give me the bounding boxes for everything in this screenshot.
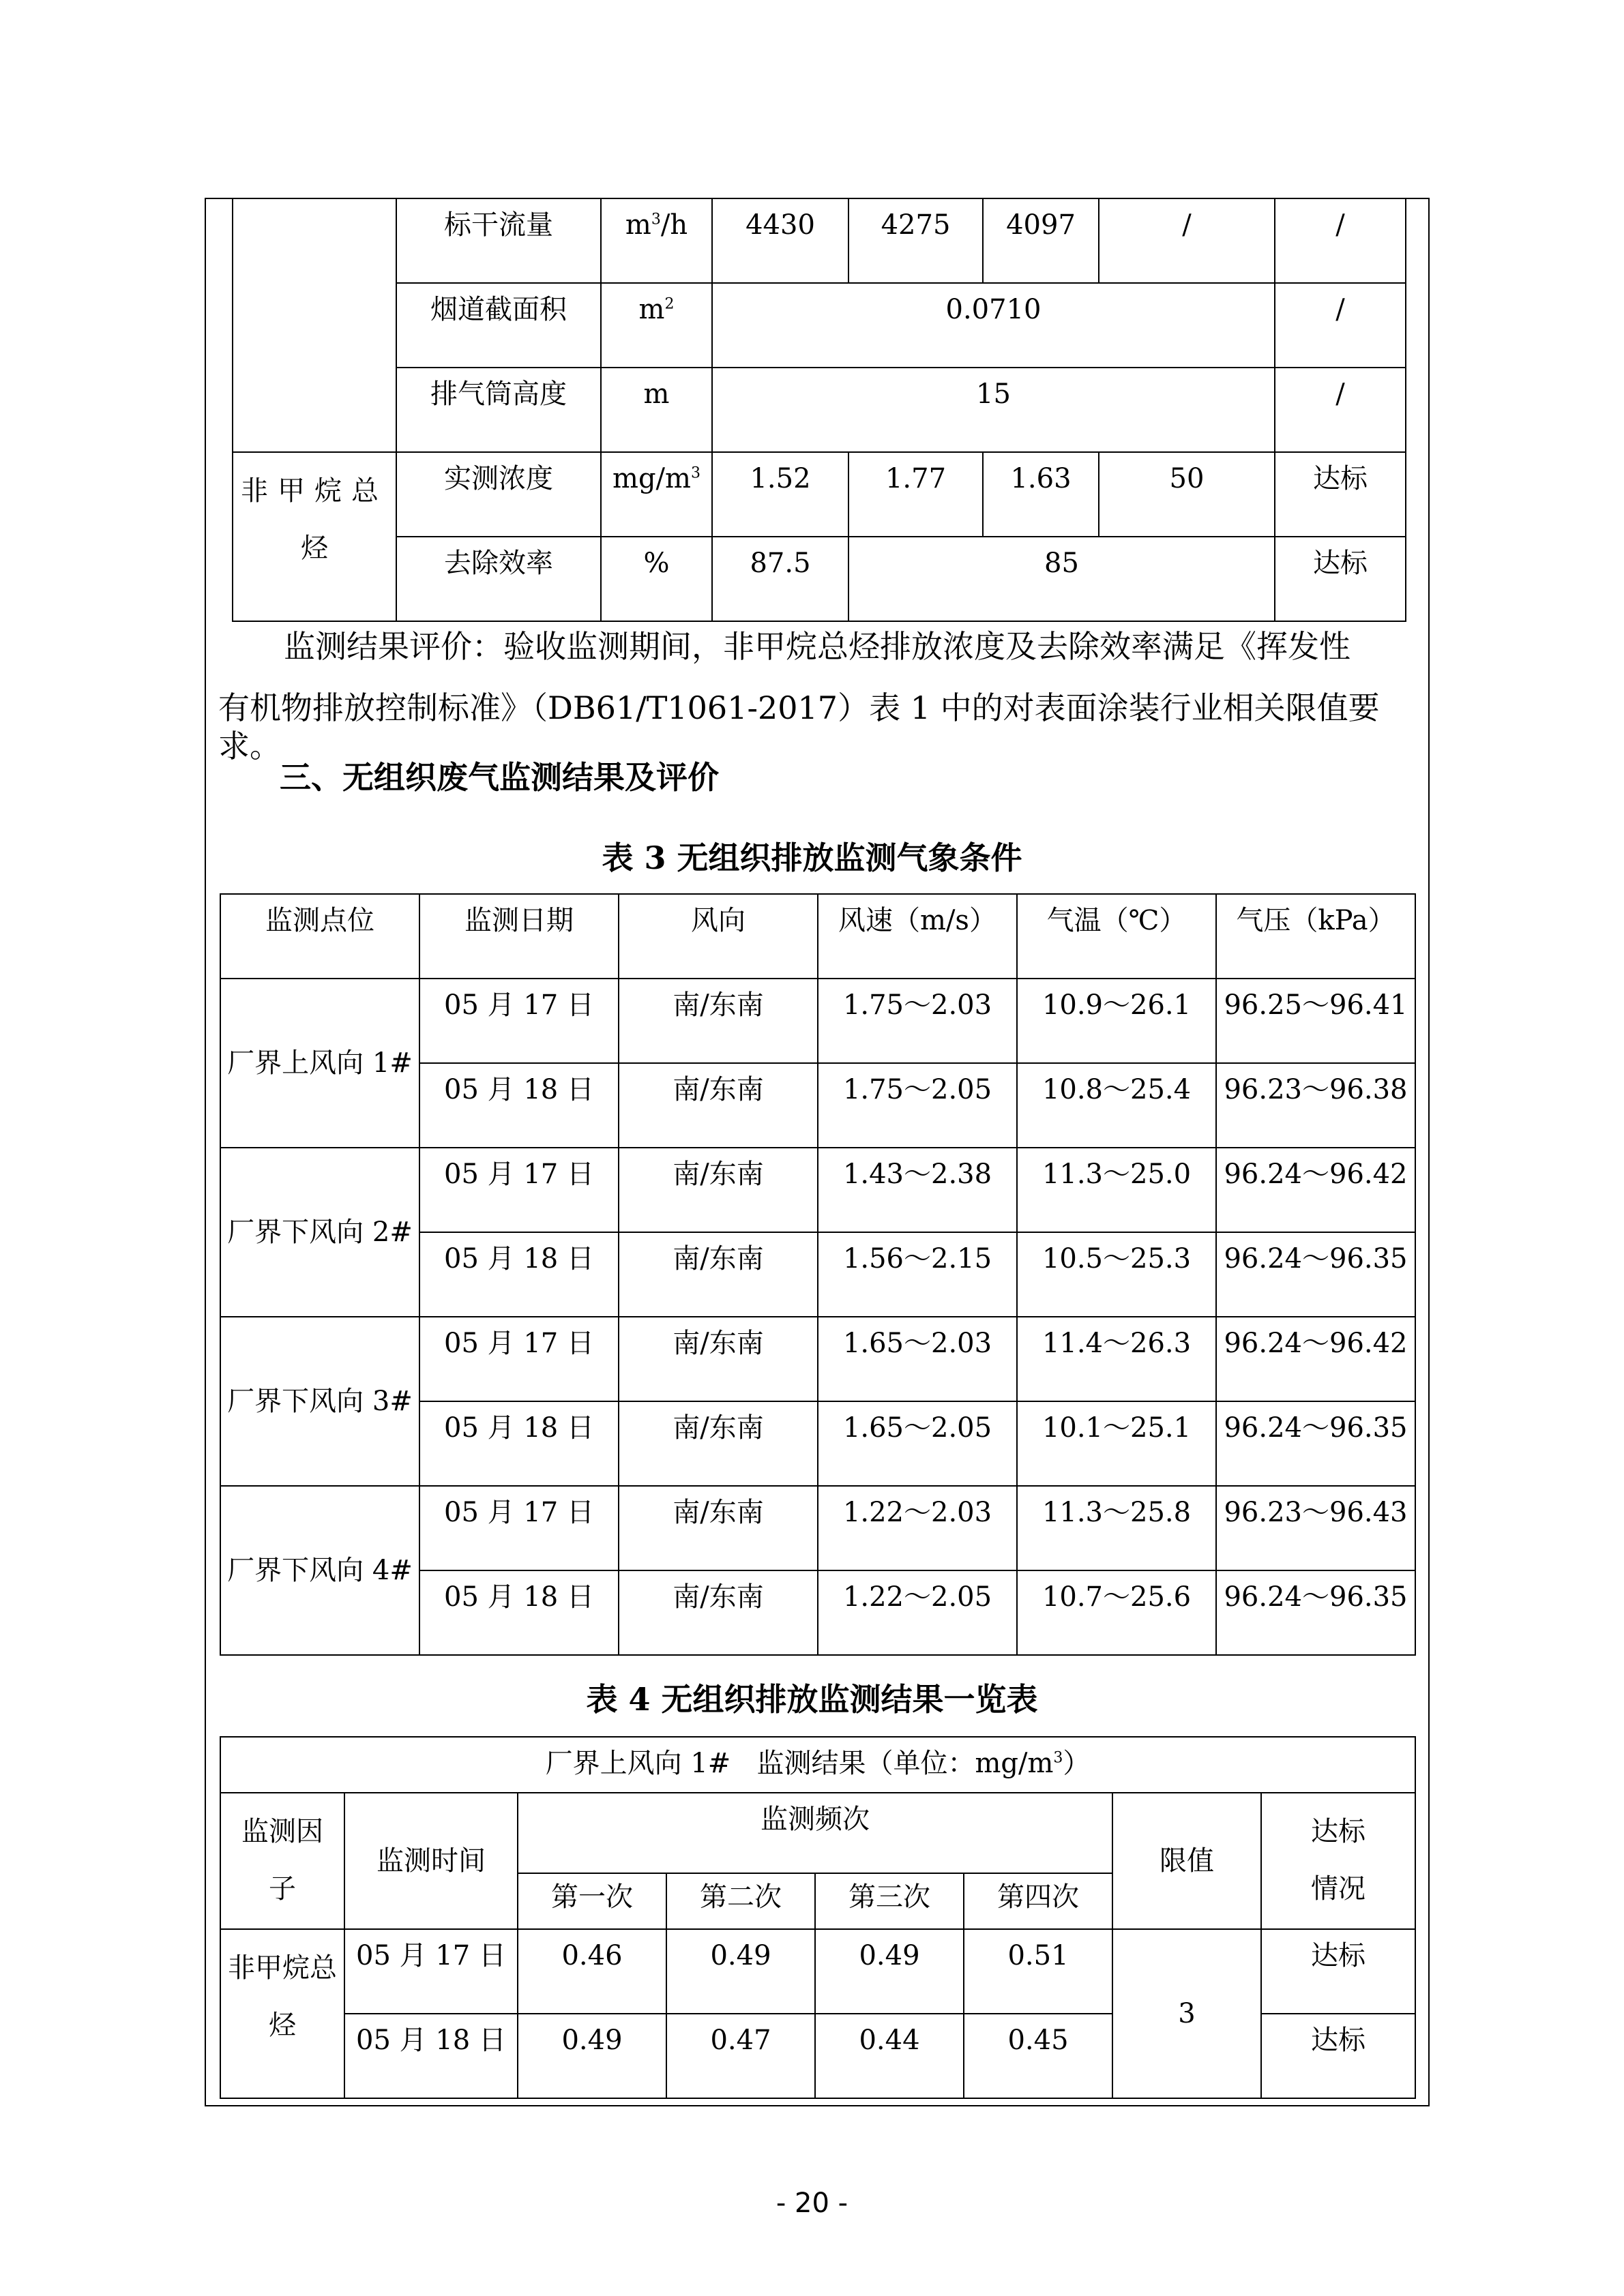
param-cell: 烟道截面积 bbox=[396, 283, 601, 368]
evaluation-line: 有机物排放控制标准》（DB61/T1061-2017）表 1 中的对表面涂装行业相关限值要求。 bbox=[218, 689, 1380, 764]
value-cell: 85 bbox=[848, 537, 1275, 621]
unit-cell: $m^2$ bbox=[601, 283, 712, 368]
blank-cell bbox=[233, 198, 396, 452]
unit-cell: $m^3/h$ bbox=[601, 198, 712, 283]
result-cell: / bbox=[1275, 368, 1406, 452]
site-cell: 厂界上风向 1# bbox=[220, 979, 419, 1148]
direction-cell: 南/东南 bbox=[619, 1063, 818, 1148]
frequency-subheader: 第一次 bbox=[518, 1873, 666, 1929]
temp-cell: 11.3～25.8 bbox=[1017, 1486, 1216, 1570]
wind-cell: 1.56～2.15 bbox=[818, 1232, 1017, 1317]
date-cell: 05 月 17 日 bbox=[419, 979, 619, 1063]
temp-cell: 11.4～26.3 bbox=[1017, 1317, 1216, 1401]
frequency-header: 监测频次 bbox=[518, 1793, 1112, 1873]
wind-cell: 1.65～2.03 bbox=[818, 1317, 1017, 1401]
value-cell: 1.52 bbox=[712, 452, 848, 537]
table4-title: 表 4 无组织排放监测结果一览表 bbox=[586, 1681, 1038, 1718]
temp-cell: 10.8～25.4 bbox=[1017, 1063, 1216, 1148]
pressure-cell: 96.25～96.41 bbox=[1216, 979, 1415, 1063]
param-cell: 标干流量 bbox=[396, 198, 601, 283]
table-caption: 厂界上风向 1# 监测结果（单位：$mg/m^3$） bbox=[220, 1737, 1415, 1793]
pressure-cell: 96.24～96.35 bbox=[1216, 1570, 1415, 1655]
value-cell: 0.46 bbox=[518, 1929, 666, 2014]
limit-header: 限值 bbox=[1112, 1793, 1261, 1929]
value-cell: 4430 bbox=[712, 198, 848, 283]
factor-header bbox=[220, 1793, 344, 1929]
pressure-cell: 96.23～96.38 bbox=[1216, 1063, 1415, 1148]
param-cell: 去除效率 bbox=[396, 537, 601, 621]
unit-cell: % bbox=[601, 537, 712, 621]
temp-cell: 11.3～25.0 bbox=[1017, 1148, 1216, 1232]
temp-cell: 10.5～25.3 bbox=[1017, 1232, 1216, 1317]
factor-line: 烃 bbox=[269, 2010, 296, 2041]
date-cell: 05 月 17 日 bbox=[419, 1317, 619, 1401]
value-cell: 15 bbox=[712, 368, 1275, 452]
site-cell: 厂界下风向 4# bbox=[220, 1486, 419, 1655]
value-cell: 4275 bbox=[848, 198, 983, 283]
table-row bbox=[233, 198, 1406, 283]
date-cell: 05 月 18 日 bbox=[419, 1401, 619, 1486]
table-row bbox=[220, 1929, 1415, 2014]
table-row bbox=[220, 979, 1415, 1063]
pressure-cell: 96.24～96.42 bbox=[1216, 1317, 1415, 1401]
result-cell: / bbox=[1275, 198, 1406, 283]
table-row bbox=[220, 1317, 1415, 1401]
value-cell: 0.45 bbox=[964, 2014, 1112, 2098]
temp-cell: 10.9～26.1 bbox=[1017, 979, 1216, 1063]
column-header: 气温（℃） bbox=[1017, 894, 1216, 979]
factor-line: 非甲烷总 bbox=[228, 1952, 337, 1984]
factor-cell bbox=[220, 1929, 344, 2098]
column-header: 监测日期 bbox=[419, 894, 619, 979]
direction-cell: 南/东南 bbox=[619, 1570, 818, 1655]
result-cell: 达标 bbox=[1275, 452, 1406, 537]
direction-cell: 南/东南 bbox=[619, 979, 818, 1063]
value-cell: 0.44 bbox=[815, 2014, 964, 2098]
site-cell: 厂界下风向 3# bbox=[220, 1317, 419, 1486]
direction-cell: 南/东南 bbox=[619, 1486, 818, 1570]
date-cell: 05 月 17 日 bbox=[344, 1929, 518, 2014]
factor-line: 非甲烷总 bbox=[241, 475, 388, 507]
table-row bbox=[220, 1148, 1415, 1232]
wind-cell: 1.65～2.05 bbox=[818, 1401, 1017, 1486]
time-header: 监测时间 bbox=[344, 1793, 518, 1929]
column-header: 风向 bbox=[619, 894, 818, 979]
factor-cell bbox=[233, 452, 396, 621]
page-number: - 20 - bbox=[776, 2188, 848, 2219]
table-row bbox=[233, 283, 1406, 368]
table-caption-row bbox=[220, 1737, 1415, 1793]
date-cell: 05 月 18 日 bbox=[419, 1063, 619, 1148]
fugitive-results-table bbox=[220, 1736, 1416, 2099]
value-cell: 0.47 bbox=[666, 2014, 815, 2098]
column-header: 气压（kPa） bbox=[1216, 894, 1415, 979]
table-row bbox=[220, 1486, 1415, 1570]
unit-cell: $mg/m^3$ bbox=[601, 452, 712, 537]
site-cell: 厂界下风向 2# bbox=[220, 1148, 419, 1317]
value-cell: 0.49 bbox=[666, 1929, 815, 2014]
evaluation-paragraph bbox=[218, 627, 1419, 666]
table-row bbox=[233, 368, 1406, 452]
weather-conditions-table bbox=[220, 893, 1416, 1656]
direction-cell: 南/东南 bbox=[619, 1148, 818, 1232]
value-cell: 4097 bbox=[983, 198, 1099, 283]
direction-cell: 南/东南 bbox=[619, 1317, 818, 1401]
table-row bbox=[233, 452, 1406, 537]
unit-cell: m bbox=[601, 368, 712, 452]
date-cell: 05 月 18 日 bbox=[344, 2014, 518, 2098]
status-header bbox=[1261, 1793, 1415, 1929]
wind-cell: 1.22～2.05 bbox=[818, 1570, 1017, 1655]
pressure-cell: 96.24～96.42 bbox=[1216, 1148, 1415, 1232]
wind-cell: 1.75～2.05 bbox=[818, 1063, 1017, 1148]
wind-cell: 1.22～2.03 bbox=[818, 1486, 1017, 1570]
table-row bbox=[233, 537, 1406, 621]
table3-title: 表 3 无组织排放监测气象条件 bbox=[602, 839, 1022, 876]
result-cell: / bbox=[1275, 283, 1406, 368]
column-header: 监测点位 bbox=[220, 894, 419, 979]
direction-cell: 南/东南 bbox=[619, 1401, 818, 1486]
limit-cell: 50 bbox=[1099, 452, 1275, 537]
table-header-row bbox=[220, 1793, 1415, 1873]
date-cell: 05 月 18 日 bbox=[419, 1232, 619, 1317]
pressure-cell: 96.24～96.35 bbox=[1216, 1232, 1415, 1317]
factor-header-line: 监测因 bbox=[241, 1816, 323, 1847]
date-cell: 05 月 17 日 bbox=[419, 1148, 619, 1232]
value-cell: 1.63 bbox=[983, 452, 1099, 537]
status-header-line: 达标 bbox=[1311, 1816, 1365, 1847]
status-header-line: 情况 bbox=[1311, 1873, 1365, 1905]
value-cell: 0.49 bbox=[815, 1929, 964, 2014]
table-header-row bbox=[220, 894, 1415, 979]
wind-cell: 1.43～2.38 bbox=[818, 1148, 1017, 1232]
param-cell: 排气筒高度 bbox=[396, 368, 601, 452]
value-cell: 0.51 bbox=[964, 1929, 1112, 2014]
status-cell: 达标 bbox=[1261, 2014, 1415, 2098]
factor-header-line: 子 bbox=[269, 1873, 296, 1905]
temp-cell: 10.1～25.1 bbox=[1017, 1401, 1216, 1486]
value-cell: 0.0710 bbox=[712, 283, 1275, 368]
direction-cell: 南/东南 bbox=[619, 1232, 818, 1317]
param-cell: 实测浓度 bbox=[396, 452, 601, 537]
evaluation-line: 监测结果评价：验收监测期间，非甲烷总烃排放浓度及去除效率满足《挥发性 bbox=[284, 628, 1350, 665]
value-cell: 0.49 bbox=[518, 2014, 666, 2098]
pressure-cell: 96.23～96.43 bbox=[1216, 1486, 1415, 1570]
frequency-subheader: 第二次 bbox=[666, 1873, 815, 1929]
emission-table-continued bbox=[232, 198, 1406, 622]
wind-cell: 1.75～2.03 bbox=[818, 979, 1017, 1063]
frequency-subheader: 第四次 bbox=[964, 1873, 1112, 1929]
section-heading: 三、无组织废气监测结果及评价 bbox=[280, 759, 719, 796]
limit-cell: / bbox=[1099, 198, 1275, 283]
date-cell: 05 月 18 日 bbox=[419, 1570, 619, 1655]
result-cell: 达标 bbox=[1275, 537, 1406, 621]
frequency-subheader: 第三次 bbox=[815, 1873, 964, 1929]
column-header: 风速（m/s） bbox=[818, 894, 1017, 979]
status-cell: 达标 bbox=[1261, 1929, 1415, 2014]
value-cell: 87.5 bbox=[712, 537, 848, 621]
pressure-cell: 96.24～96.35 bbox=[1216, 1401, 1415, 1486]
factor-line: 烃 bbox=[301, 533, 328, 564]
temp-cell: 10.7～25.6 bbox=[1017, 1570, 1216, 1655]
date-cell: 05 月 17 日 bbox=[419, 1486, 619, 1570]
limit-cell: 3 bbox=[1112, 1929, 1261, 2098]
value-cell: 1.77 bbox=[848, 452, 983, 537]
